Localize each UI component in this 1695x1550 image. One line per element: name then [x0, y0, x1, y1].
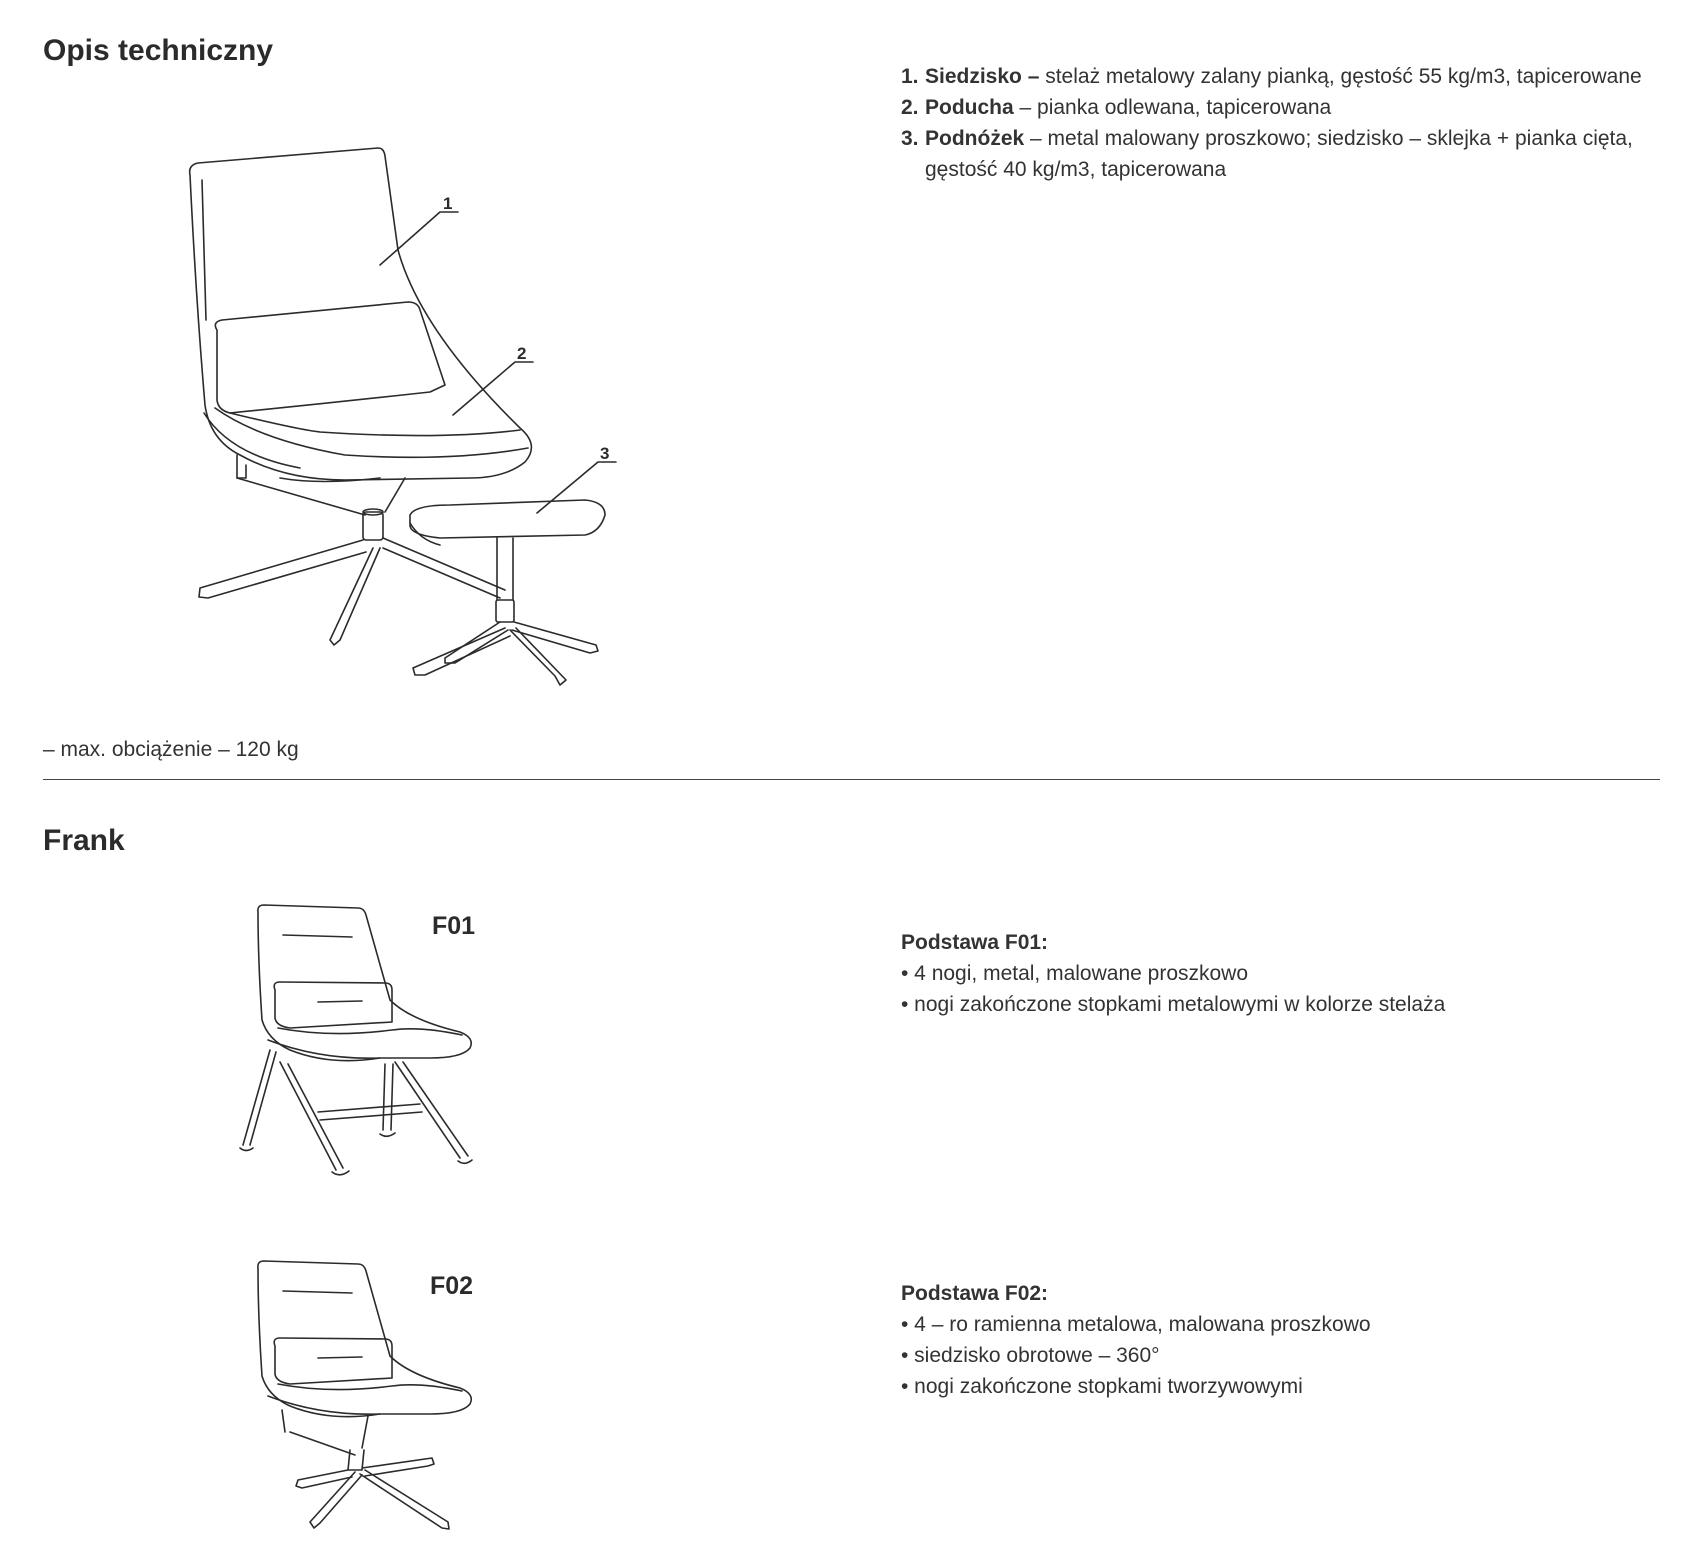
f02-swivel-base — [282, 1410, 449, 1529]
base-bullet: • nogi zakończone stopkami metalowymi w kolorze stelaża — [901, 993, 1446, 1016]
base-bullet: • 4 – ro ramienna metalowa, malowana proszkowo — [901, 1313, 1371, 1336]
base-title: Podstawa F01: — [901, 931, 1049, 954]
base-bullet: • siedzisko obrotowe – 360° — [901, 1344, 1160, 1367]
variant-code-f02: F02 — [430, 1272, 474, 1300]
spec-number: 3. — [901, 127, 919, 150]
callout-label-1: 1 — [443, 194, 453, 213]
spec-number: 2. — [901, 96, 919, 119]
callout-label-3: 3 — [600, 444, 610, 463]
spec-term: Podnóżek — [925, 127, 1025, 150]
base-description-f02 — [901, 1278, 1371, 1402]
base-bullet: • 4 nogi, metal, malowane proszkowo — [901, 962, 1249, 985]
variant-code-f01: F01 — [432, 912, 476, 940]
spec-number: 1. — [901, 65, 919, 88]
base-title: Podstawa F02: — [901, 1282, 1049, 1305]
spec-term: Poducha — [925, 96, 1014, 119]
section-title-technical: Opis techniczny — [43, 34, 274, 67]
spec-description: stelaż metalowy zalany pianką, gęstość 55 kg/m3, tapicerowane — [1039, 65, 1642, 88]
max-load-note: – max. obciążenie – 120 kg — [43, 738, 299, 761]
section-title-frank: Frank — [43, 824, 125, 857]
spec-description: – metal malowany proszkowo; siedzisko – sklejka + pianka cięta, gęstość 40 kg/m3, tapicerowana — [925, 127, 1633, 181]
callout-label-2: 2 — [517, 344, 527, 363]
base-bullet: • nogi zakończone stopkami tworzywowymi — [901, 1375, 1303, 1398]
spec-description: – pianka odlewana, tapicerowana — [1013, 96, 1332, 119]
spec-term: Siedzisko – — [925, 65, 1040, 88]
